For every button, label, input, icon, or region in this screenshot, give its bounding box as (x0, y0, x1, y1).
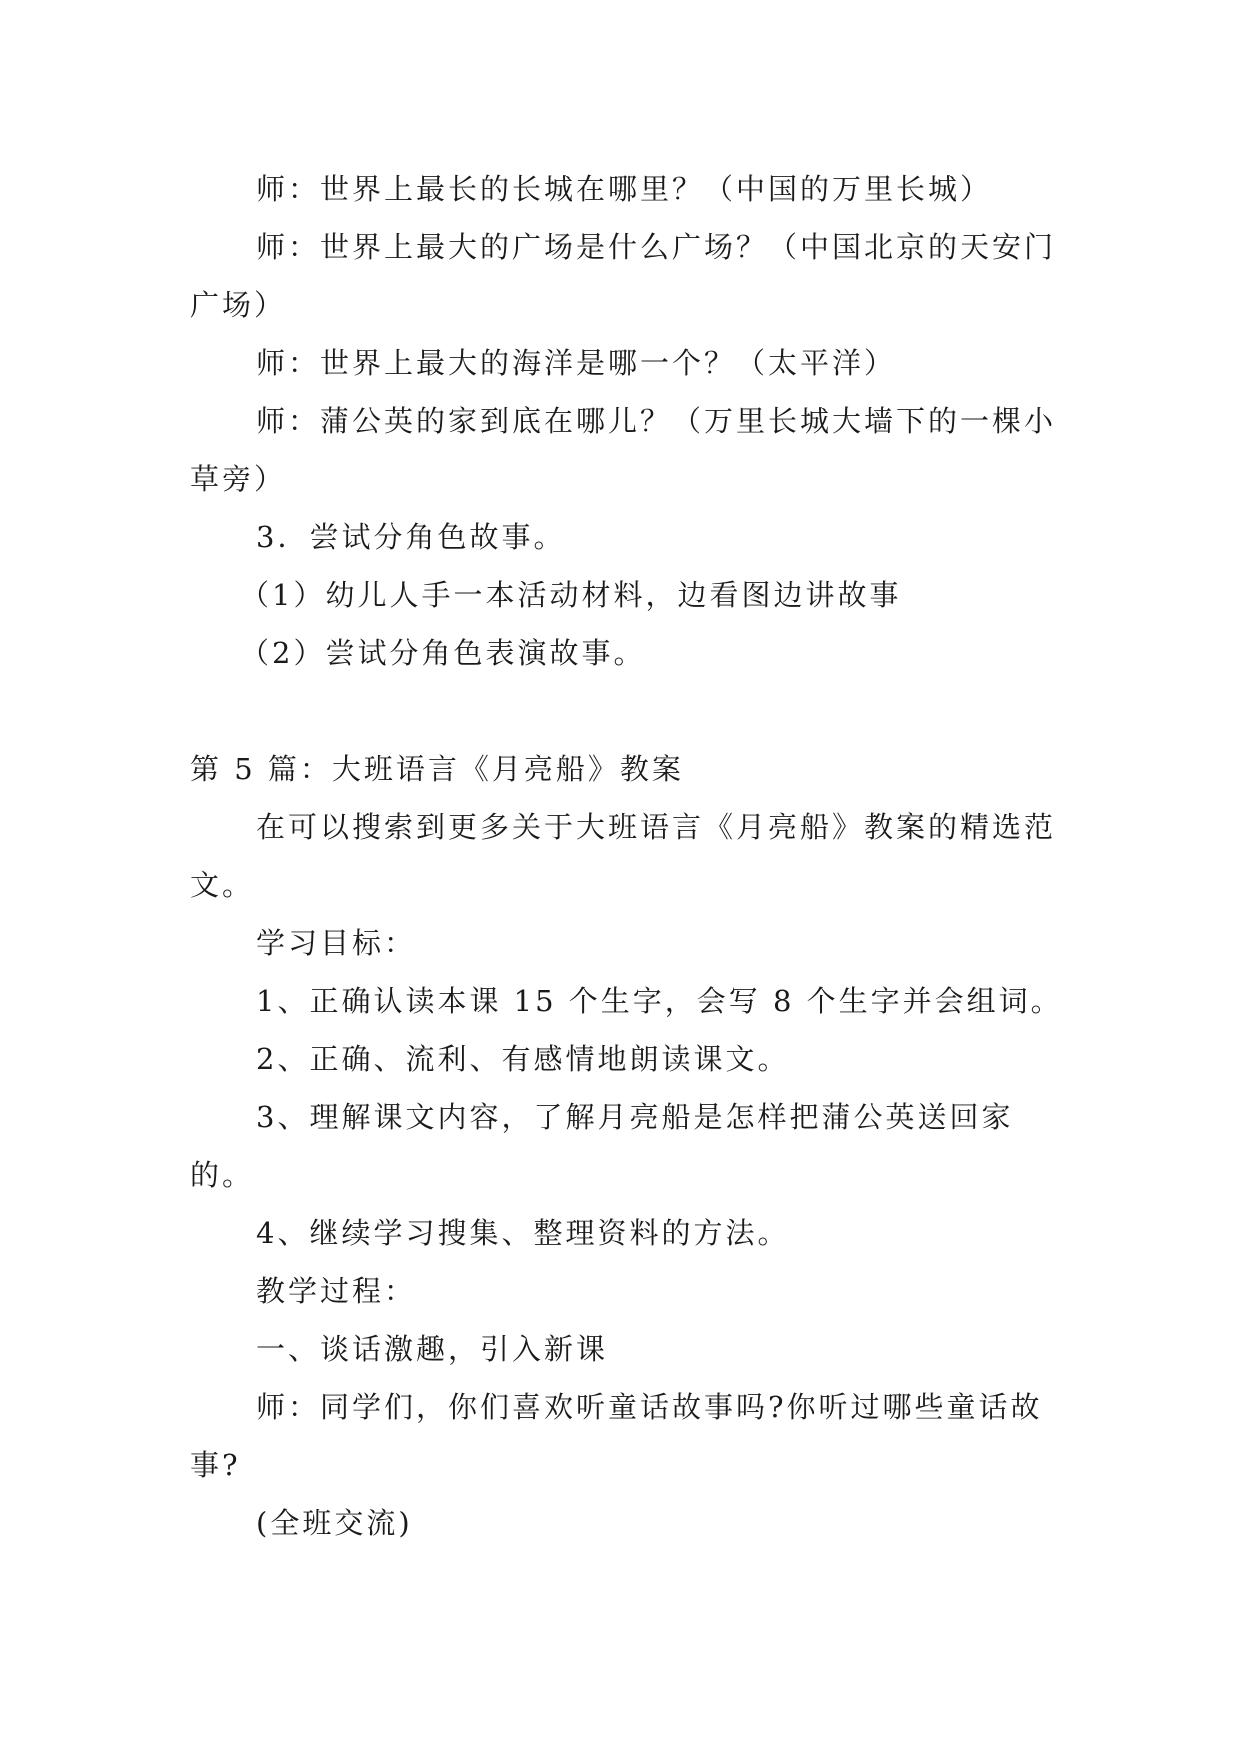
goal-item: 3、理解课文内容，了解月亮船是怎样把蒲公英送回家的。 (190, 1100, 1014, 1192)
goal-item: 4、继续学习搜集、整理资料的方法。 (256, 1216, 790, 1250)
dialogue-line: 师：世界上最大的广场是什么广场？（中国北京的天安门广场） (190, 230, 1057, 322)
goals-label: 学习目标： (256, 926, 417, 960)
teacher-question: 师：同学们，你们喜欢听童话故事吗?你听过哪些童话故事? (190, 1390, 1043, 1482)
sub-item: （2）尝试分角色表演故事。 (240, 636, 646, 670)
dialogue-line: 师：世界上最长的长城在哪里？（中国的万里长城） (256, 172, 993, 206)
document-body (190, 160, 1070, 1552)
sub-item: （1）幼儿人手一本活动材料，边看图边讲故事 (240, 578, 902, 612)
class-exchange-note: (全班交流) (256, 1506, 413, 1540)
goal-item: 2、正确、流利、有感情地朗读课文。 (256, 1042, 790, 1076)
goal-item: 1、正确认读本课 15 个生字，会写 8 个生字并会组词。 (256, 984, 1063, 1018)
dialogue-line: 师：蒲公英的家到底在哪儿？（万里长城大墙下的一棵小草旁） (190, 404, 1057, 496)
process-label: 教学过程： (256, 1274, 417, 1308)
section-gap (190, 682, 1070, 740)
intro-paragraph: 在可以搜索到更多关于大班语言《月亮船》教案的精选范文。 (190, 810, 1057, 902)
dialogue-line: 师：世界上最大的海洋是哪一个？（太平洋） (256, 346, 897, 380)
process-step: 一、谈话激趣，引入新课 (256, 1332, 609, 1366)
step-heading: 3．尝试分角色故事。 (256, 520, 566, 554)
section-heading: 第 5 篇：大班语言《月亮船》教案 (190, 752, 684, 786)
